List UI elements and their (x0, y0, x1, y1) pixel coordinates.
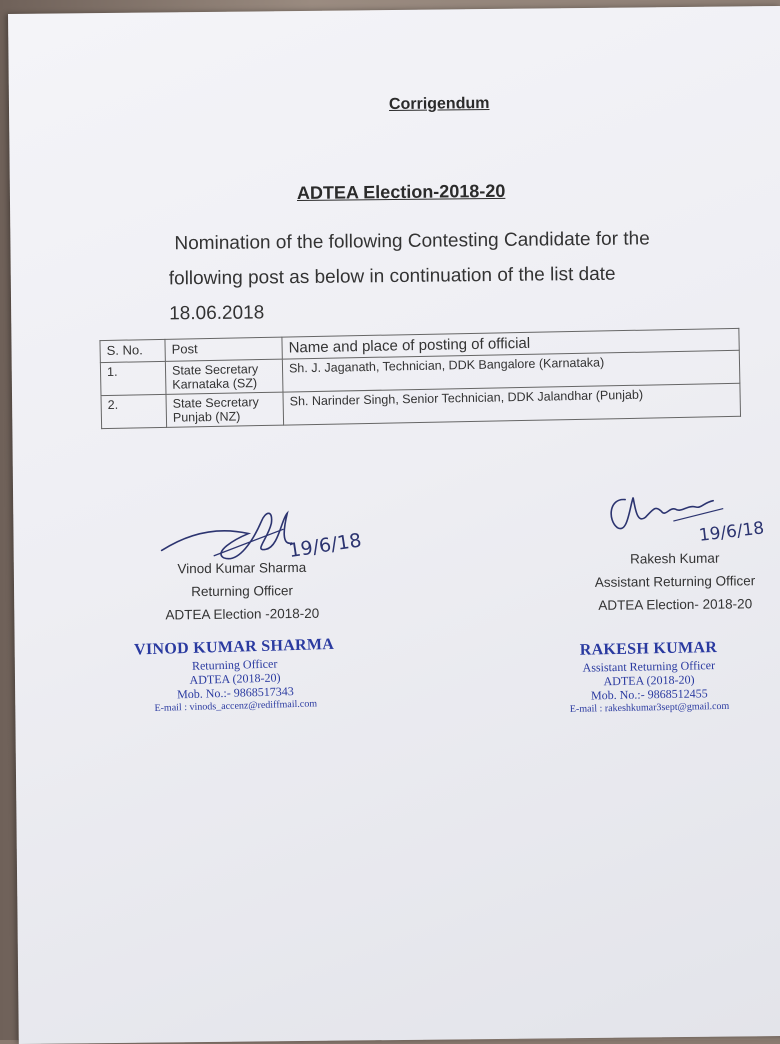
right-signature-block (570, 546, 780, 617)
stamp-org: ADTEA (2018-20) (189, 670, 281, 687)
stamp-name: VINOD KUMAR SHARMA (133, 635, 335, 659)
corrigendum-heading: Corrigendum (388, 95, 490, 114)
stamp-mobile: Mob. No.:- 9868512455 (590, 686, 708, 703)
post-line: Punjab (NZ) (172, 409, 241, 425)
right-signature-date: 19/6/18 (697, 518, 766, 546)
header-sno: S. No. (100, 339, 165, 362)
stamp-name: RAKESH KUMAR (579, 639, 718, 659)
signatory-name: Vinod Kumar Sharma (177, 559, 307, 577)
intro-paragraph (168, 220, 769, 331)
stamp-org: ADTEA (2018-20) (603, 672, 695, 689)
header-name: Name and place of posting of official (282, 328, 739, 359)
post-line: Karnataka (SZ) (172, 376, 258, 392)
signatory-event: ADTEA Election -2018-20 (165, 605, 320, 623)
left-official-stamp (114, 634, 356, 717)
stamp-role: Returning Officer (191, 656, 278, 673)
cell-sno: 2. (101, 394, 167, 428)
cell-name: Sh. Narinder Singh, Senior Technician, DDK Jalandhar (Punjab) (283, 383, 741, 425)
right-official-stamp (528, 637, 769, 718)
header-post: Post (165, 337, 282, 361)
cell-post (165, 359, 283, 394)
cell-sno: 1. (100, 361, 166, 395)
signatory-name: Rakesh Kumar (630, 550, 720, 567)
right-signature (603, 478, 780, 550)
stamp-email: E-mail : rakeshkumar3sept@gmail.com (569, 700, 730, 715)
signatory-role: Assistant Returning Officer (594, 573, 756, 590)
intro-line: 18.06.2018 (169, 302, 265, 325)
post-line: State Secretary (171, 362, 259, 378)
intro-line: Nomination of the following Contesting Candidate for the (174, 228, 650, 255)
election-title: ADTEA Election-2018-20 (296, 180, 506, 204)
cell-post (166, 392, 284, 427)
stamp-mobile: Mob. No.:- 9868517343 (176, 684, 294, 702)
cell-name: Sh. J. Jaganath, Technician, DDK Bangalore (Karnataka) (282, 350, 740, 392)
signatory-event: ADTEA Election- 2018-20 (598, 596, 753, 613)
stamp-email: E-mail : vinods_accenz@rediffmail.com (154, 698, 318, 714)
nominations-table (99, 328, 741, 429)
intro-line: following post as below in continuation of the list date (168, 263, 616, 290)
post-line: State Secretary (172, 395, 259, 411)
signatory-role: Returning Officer (191, 583, 294, 600)
left-signature-block (142, 556, 343, 627)
left-signature-date: 19/6/18 (287, 529, 363, 563)
document-page (8, 6, 780, 1044)
stamp-role: Assistant Returning Officer (582, 658, 716, 675)
